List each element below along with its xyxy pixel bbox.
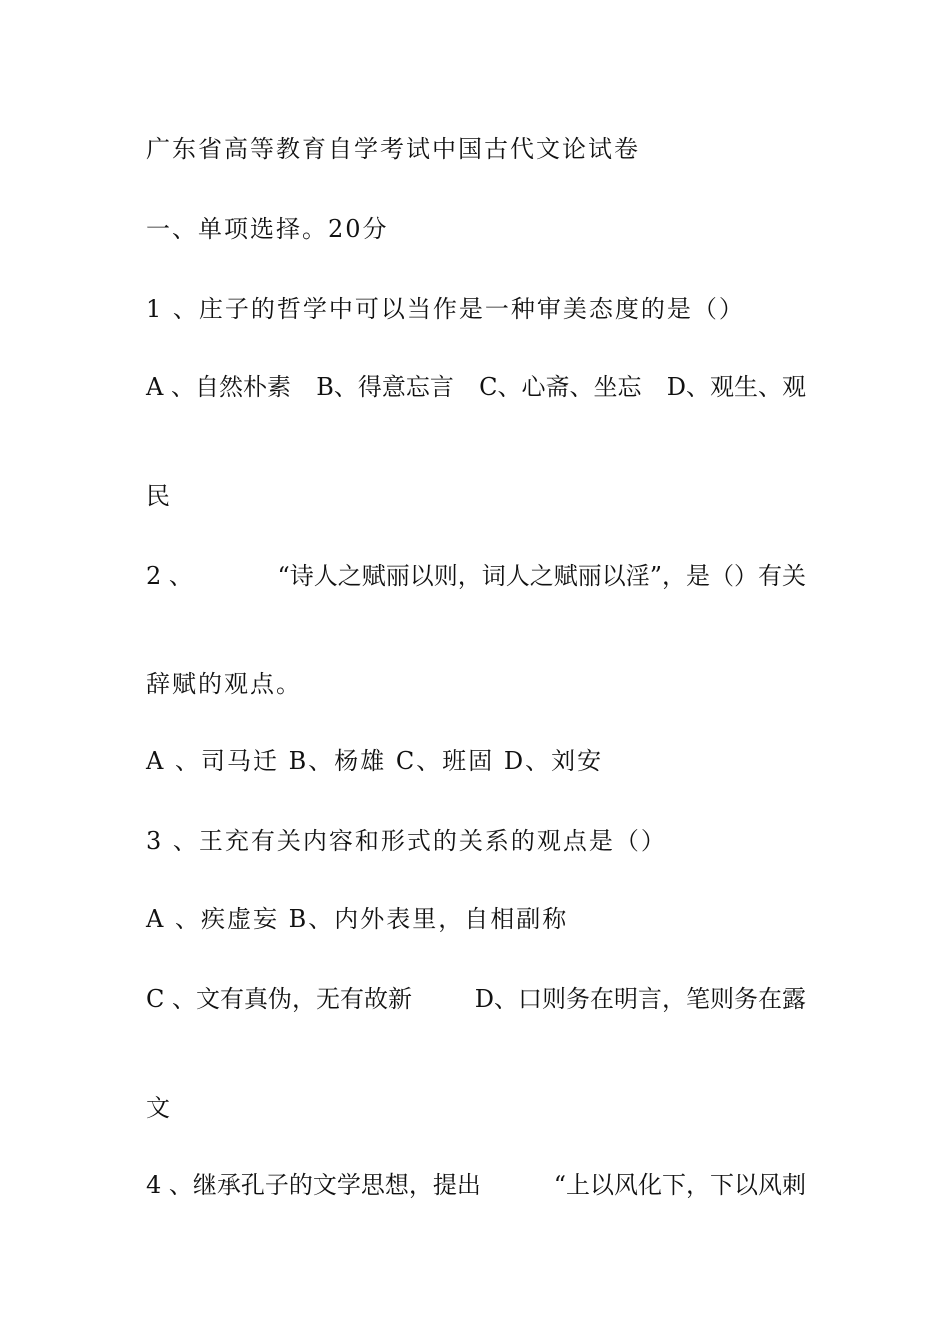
option-c: C、心斋、坐忘 [479, 373, 642, 401]
question-3-options-ab: A 、疾虚妄 B、内外表里，自相副称 [146, 905, 569, 933]
option-d: D、观生、观 [666, 373, 806, 401]
question-2-number: 2 、 [146, 562, 193, 590]
question-3-options-continued: 文 [146, 1094, 172, 1122]
option-b: B、得意忘言 [316, 373, 454, 401]
question-1-options-continued: 民 [146, 482, 172, 510]
question-4-quote: “上以风化下，下以风刺 [553, 1171, 806, 1199]
question-3-options-cd [146, 984, 806, 1014]
document-title: 广东省高等教育自学考试中国古代文论试卷 [146, 135, 640, 163]
question-2-options: A 、司马迁 B、杨雄 C、班固 D、刘安 [146, 747, 604, 775]
option-c: C 、文有真伪，无有故新 [146, 985, 412, 1013]
question-2-stem-continued: 辞赋的观点。 [146, 670, 302, 698]
question-3-stem: 3 、王充有关内容和形式的关系的观点是（） [146, 827, 667, 855]
option-a: A 、自然朴素 [146, 373, 291, 401]
question-1-stem: 1 、庄子的哲学中可以当作是一种审美态度的是（） [146, 295, 745, 323]
question-2-stem [146, 561, 806, 591]
question-2-quote: “诗人之赋丽以则，词人之赋丽以淫”，是（）有关 [277, 562, 806, 590]
option-d: D、口则务在明言，笔则务在露 [474, 985, 806, 1013]
question-1-options [146, 372, 806, 402]
section-heading: 一、单项选择。20分 [146, 215, 389, 243]
question-4-stem [146, 1170, 806, 1200]
question-4-lead: 4 、继承孔子的文学思想，提出 [146, 1171, 481, 1199]
